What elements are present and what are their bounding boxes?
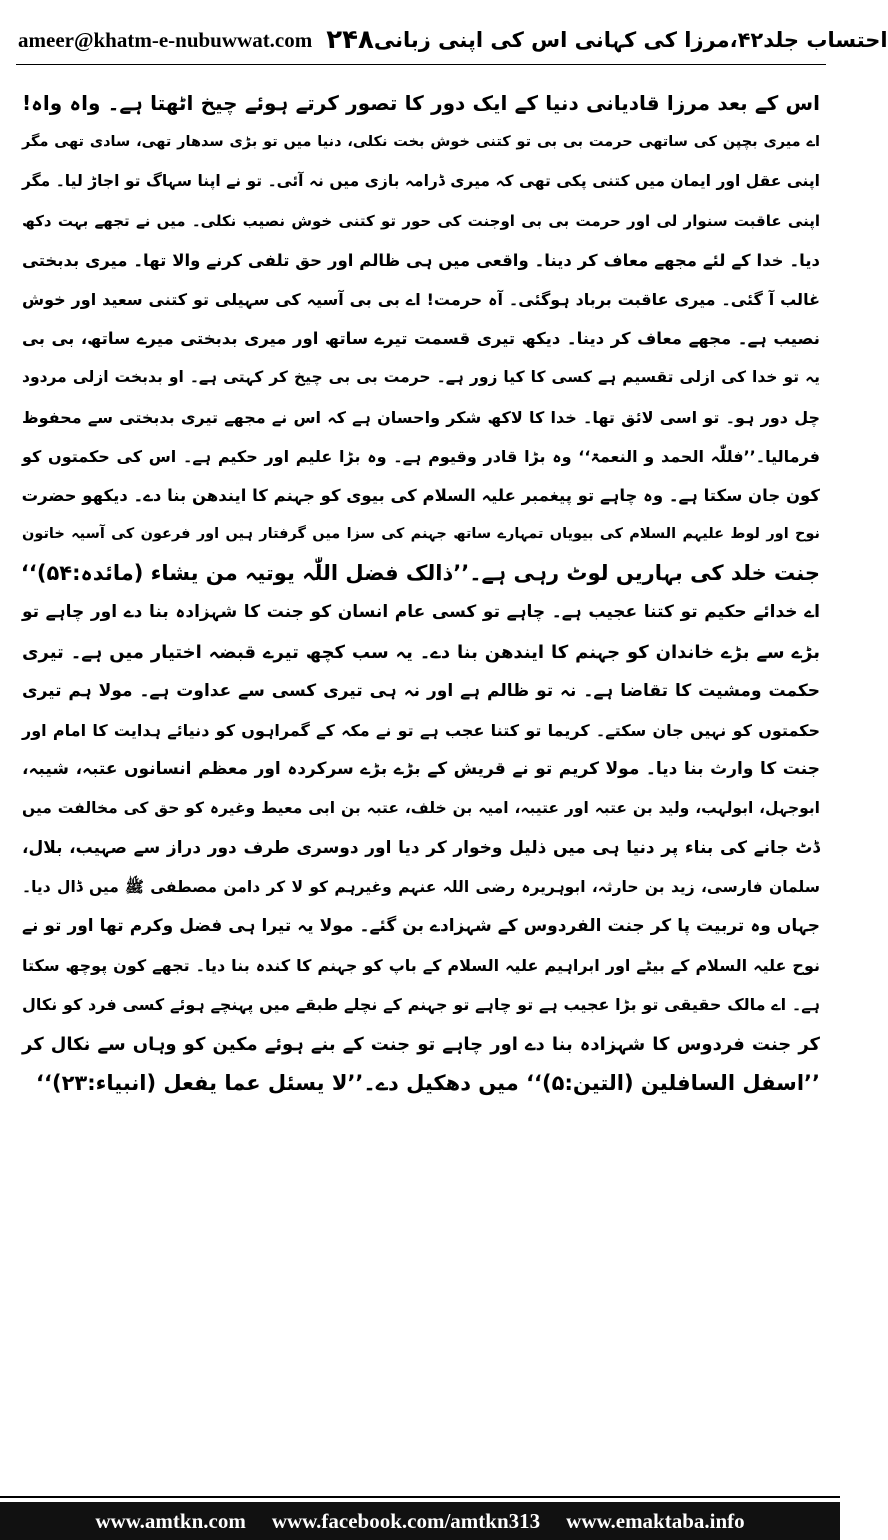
text-line: غالب آ گئی۔ میری عاقبت برباد ہوگئی۔ آہ حرمت! اے بی بی آسیہ کی سہیلی تو کتنی سعید اور خوش bbox=[22, 289, 821, 309]
footer-divider bbox=[0, 1496, 840, 1498]
page-header bbox=[18, 18, 888, 62]
text-line: اے میری بچپن کی ساتھی حرمت بی بی تو کتنی خوش بخت نکلی، دنیا میں تو بڑی سدھار تھی، سادی تھی مگر bbox=[22, 134, 820, 151]
header-email: ameer@khatm-e-nubuwwat.com bbox=[18, 27, 313, 52]
text-line: اس کے بعد مرزا قادیانی دنیا کے ایک دور کا تصور کرتے ہوئے چیخ اٹھتا ہے۔ واہ واہ! bbox=[22, 91, 820, 115]
text-line: ہے۔ اے مالک حقیقی تو بڑا عجیب ہے تو چاہے تو جہنم کے نچلے طبقے میں پہنچے ہوئے کسی فرد کو نکال bbox=[22, 995, 821, 1015]
footer-link-amtkn[interactable]: www.amtkn.com bbox=[95, 1508, 246, 1533]
text-line: سلمان فارسی، زید بن حارثہ، ابوہریرہ رضی اللہ عنہم وغیرہم کو لا کر دامن مصطفی ﷺ میں ڈال دیا۔ bbox=[22, 877, 820, 896]
text-line: حکمت ومشیت کا تقاضا ہے۔ نہ تو ظالم ہے اور نہ ہی تیری کسی سے عداوت ہے۔ مولا ہم تیری bbox=[22, 680, 820, 701]
header-divider bbox=[16, 64, 826, 65]
page-number: ۲۴۸ bbox=[326, 25, 374, 55]
text-line: جنت کا وارث بنا دیا۔ مولا کریم تو نے قریش کے بڑے بڑے سرکردہ اور معظم انسانوں عتبہ، شیبہ، bbox=[22, 759, 820, 780]
text-line: اپنی عاقبت سنوار لی اور حرمت بی بی اوجنت کی حور تو کتنی خوش نصیب نکلی۔ میں نے تجھے بہت دکھ bbox=[22, 211, 820, 230]
text-line: ’’اسفل السافلین (التین:۵)‘‘ میں دھکیل دے۔’’لا یسئل عما یفعل (انبیاء:۲۳)‘‘ bbox=[36, 1070, 820, 1095]
text-line: بڑے سے بڑے خاندان کو جہنم کا ایندھن بنا دے۔ یہ سب کچھ تیرے قبضہ اختیار میں ہے۔ تیری bbox=[22, 641, 820, 663]
text-line: اے خدائے حکیم تو کتنا عجیب ہے۔ چاہے تو کسی عام انسان کو جنت کا شہزادہ بنا دے اور چاہے تو bbox=[22, 602, 820, 623]
footer-link-emaktaba[interactable]: www.emaktaba.info bbox=[566, 1508, 745, 1533]
text-line: یہ تو خدا کی ازلی تقسیم ہے کسی کا کیا زور ہے۔ حرمت بی بی چیخ کر کہتی ہے۔ او بدبخت ازلی مردود bbox=[22, 368, 820, 387]
text-line: چل دور ہو۔ تو اسی لائق تھا۔ خدا کا لاکھ شکر واحسان ہے کہ اس نے مجھے تیری بدبختی سے محفوظ bbox=[22, 407, 820, 427]
text-line: اپنی عقل اور ایمان میں کتنی پکی تھی کہ میری ڈرامہ بازی میں نہ آئی۔ تو نے اپنا سہاگ تو اجاڑ لیا۔ مگر bbox=[22, 172, 820, 191]
text-line: حکمتوں کو نہیں جان سکتے۔ کریما تو کتنا عجب ہے تو نے مکہ کے گمراہوں کو دنیائے ہدایت کا امام اور bbox=[22, 721, 820, 740]
text-line: کر جنت فردوس کا شہزادہ بنا دے اور چاہے تو جنت کے بنے ہوئے مکین کو وہاں سے نکال کر bbox=[22, 1033, 820, 1055]
header-title: احتساب جلد۴۲،مرزا کی کہانی اس کی اپنی زبانی bbox=[373, 28, 888, 52]
text-line: کون جان سکتا ہے۔ وہ چاہے تو پیغمبر علیہ السلام کی بیوی کو جہنم کا ایندھن بنا دے۔ دیکھو حضرت bbox=[21, 485, 820, 505]
text-line: نصیب ہے۔ مجھے معاف کر دینا۔ دیکھ تیری قسمت تیرے ساتھ اور میری بدبختی میرے ساتھ، بی بی bbox=[22, 329, 820, 349]
footer-links bbox=[0, 1502, 840, 1540]
text-line: جنت خلد کی بہاریں لوٹ رہی ہے۔’’ذالک فضل اللّٰہ یوتیہ من یشاء (مائدہ:۵۴)‘‘ bbox=[20, 561, 820, 586]
footer-link-facebook[interactable]: www.facebook.com/amtkn313 bbox=[271, 1508, 541, 1533]
text-line: فرمالیا۔’’فللّٰہ الحمد و النعمۃ‘‘ وہ بڑا قادر وقیوم ہے۔ وہ بڑا علیم اور حکیم ہے۔ اس کی حکمتوں کو bbox=[22, 446, 820, 466]
text-line: نوح علیہ السلام کے بیٹے اور ابراہیم علیہ السلام کے باپ کو جہنم کا کندہ بنا دیا۔ تجھے کون پوچھ سکتا bbox=[22, 956, 820, 976]
text-line: دیا۔ خدا کے لئے مجھے معاف کر دینا۔ واقعی میں ہی ظالم اور حق تلفی کرنے والا تھا۔ میری بدبختی bbox=[22, 250, 820, 270]
text-line: نوح اور لوط علیہم السلام کی بیویاں تمہارے ساتھ جہنم کی سزا میں گرفتار ہیں اور فرعون کی آسیہ خاتون bbox=[22, 526, 820, 543]
text-line: ڈٹ جانے کی بناء پر دنیا ہی میں ذلیل وخوار کر دیا اور دوسری طرف دور دراز سے صہیب، بلال، bbox=[22, 837, 820, 858]
text-line: ابوجہل، ابولہب، ولید بن عتبہ اور عتیبہ، امیہ بن خلف، عتبہ بن ابی معیط وغیرہ کو حق کی مخالفت میں bbox=[22, 799, 820, 818]
text-line: جہاں وہ تربیت پا کر جنت الفردوس کے شہزادے بن گئے۔ مولا یہ تیرا ہی فضل وکرم تھا اور تو نے bbox=[22, 915, 820, 936]
body-text bbox=[22, 84, 820, 1470]
